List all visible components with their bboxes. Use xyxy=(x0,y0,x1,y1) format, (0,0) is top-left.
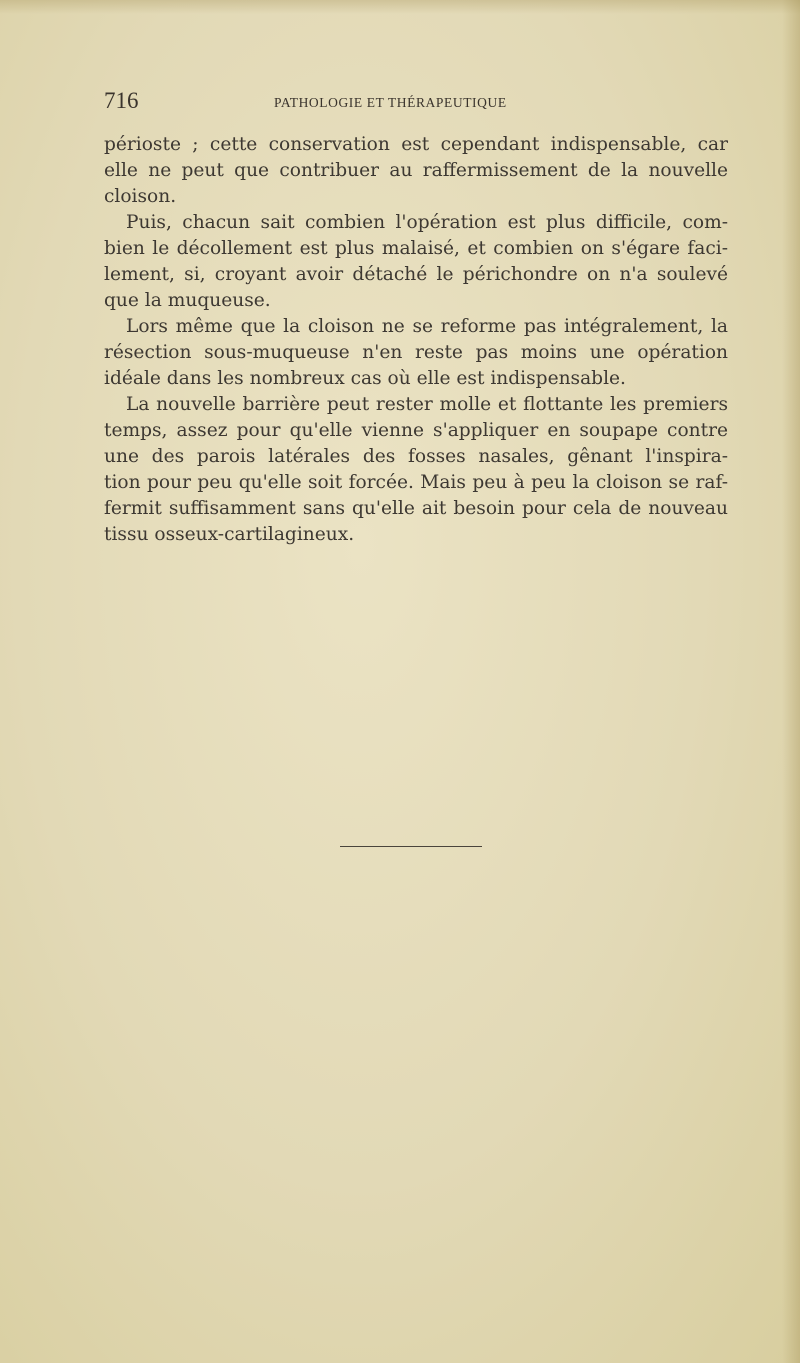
text-line: Lors même que la cloison ne se reforme pas intégralement, la xyxy=(126,316,728,337)
text-line: temps, assez pour qu'elle vienne s'appliquer en soupape contre xyxy=(104,420,728,441)
body-text xyxy=(104,132,728,548)
page-right-shadow xyxy=(782,0,800,1363)
text-line: bien le décollement est plus malaisé, et combien on s'égare faci- xyxy=(104,238,728,259)
section-separator-rule xyxy=(340,846,482,847)
paragraph xyxy=(104,392,728,548)
running-title: PATHOLOGIE ET THÉRAPEUTIQUE xyxy=(274,95,507,110)
text-line: tion pour peu qu'elle soit forcée. Mais peu à peu la cloison se raf- xyxy=(104,472,728,493)
text-line: périoste ; cette conservation est cependant indispensable, car xyxy=(104,134,728,155)
text-line: Puis, chacun sait combien l'opération est plus difficile, com- xyxy=(126,212,728,233)
text-line: La nouvelle barrière peut rester molle et flottante les premiers xyxy=(126,394,728,415)
page-number: 716 xyxy=(104,88,139,113)
page-top-shadow xyxy=(0,0,800,14)
text-line: elle ne peut que contribuer au raffermissement de la nouvelle xyxy=(104,160,728,181)
text-line: tissu osseux-cartilagineux. xyxy=(104,524,355,545)
paragraph xyxy=(104,132,728,210)
paragraph xyxy=(104,210,728,314)
text-line: résection sous-muqueuse n'en reste pas moins une opération xyxy=(104,342,728,363)
page-header xyxy=(104,88,724,118)
text-line: lement, si, croyant avoir détaché le périchondre on n'a soulevé xyxy=(104,264,728,285)
text-line: que la muqueuse. xyxy=(104,290,271,311)
paragraph xyxy=(104,314,728,392)
text-line: une des parois latérales des fosses nasales, gênant l'inspira- xyxy=(104,446,728,467)
text-line: cloison. xyxy=(104,186,177,207)
text-line: fermit suffisamment sans qu'elle ait besoin pour cela de nouveau xyxy=(104,498,728,519)
text-line: idéale dans les nombreux cas où elle est indispensable. xyxy=(104,368,626,389)
